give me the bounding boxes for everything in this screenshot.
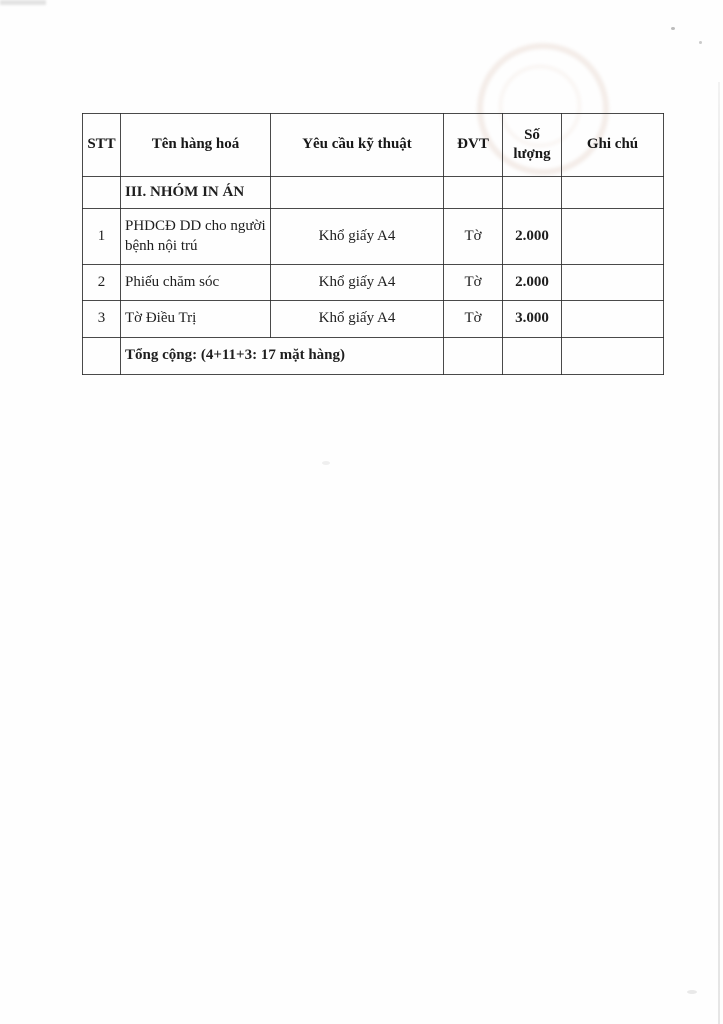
col-header-spec: Yêu cầu kỹ thuật	[271, 114, 444, 177]
section-header-label: III. NHÓM IN ÁN	[121, 177, 271, 209]
cell-unit: Tờ	[444, 209, 503, 265]
table-row	[83, 265, 664, 301]
cell-note	[562, 177, 664, 209]
table-row	[83, 301, 664, 338]
scan-speck	[687, 990, 697, 994]
table-row	[83, 209, 664, 265]
section-header-row	[83, 177, 664, 209]
total-label: Tổng cộng: (4+11+3: 17 mặt hàng)	[121, 338, 444, 375]
scan-speck	[671, 27, 675, 30]
cell-qty: 3.000	[503, 301, 562, 338]
total-row	[83, 338, 664, 375]
cell-unit: Tờ	[444, 301, 503, 338]
cell-name: PHDCĐ DD cho người bệnh nội trú	[121, 209, 271, 265]
col-header-note: Ghi chú	[562, 114, 664, 177]
cell-stt	[83, 177, 121, 209]
cell-stt: 1	[83, 209, 121, 265]
col-header-qty: Số lượng	[503, 114, 562, 177]
col-header-stt: STT	[83, 114, 121, 177]
scan-speck	[699, 41, 702, 44]
cell-stt	[83, 338, 121, 375]
cell-note	[562, 338, 664, 375]
cell-spec: Khổ giấy A4	[271, 301, 444, 338]
scan-smudge-top-left	[0, 0, 46, 5]
cell-note	[562, 301, 664, 338]
cell-note	[562, 209, 664, 265]
cell-qty: 2.000	[503, 265, 562, 301]
cell-qty	[503, 177, 562, 209]
col-header-unit: ĐVT	[444, 114, 503, 177]
cell-name: Tờ Điều Trị	[121, 301, 271, 338]
col-header-name: Tên hàng hoá	[121, 114, 271, 177]
cell-spec: Khổ giấy A4	[271, 265, 444, 301]
cell-stt: 3	[83, 301, 121, 338]
cell-name: Phiếu chăm sóc	[121, 265, 271, 301]
cell-unit: Tờ	[444, 265, 503, 301]
cell-stt: 2	[83, 265, 121, 301]
cell-qty: 2.000	[503, 209, 562, 265]
cell-qty	[503, 338, 562, 375]
cell-unit	[444, 177, 503, 209]
cell-spec	[271, 177, 444, 209]
cell-spec: Khổ giấy A4	[271, 209, 444, 265]
scan-speck	[322, 461, 330, 465]
supply-table-container	[82, 113, 664, 375]
cell-unit	[444, 338, 503, 375]
table-header-row	[83, 114, 664, 177]
scan-edge-line	[718, 82, 720, 1024]
cell-note	[562, 265, 664, 301]
supply-table	[82, 113, 664, 375]
